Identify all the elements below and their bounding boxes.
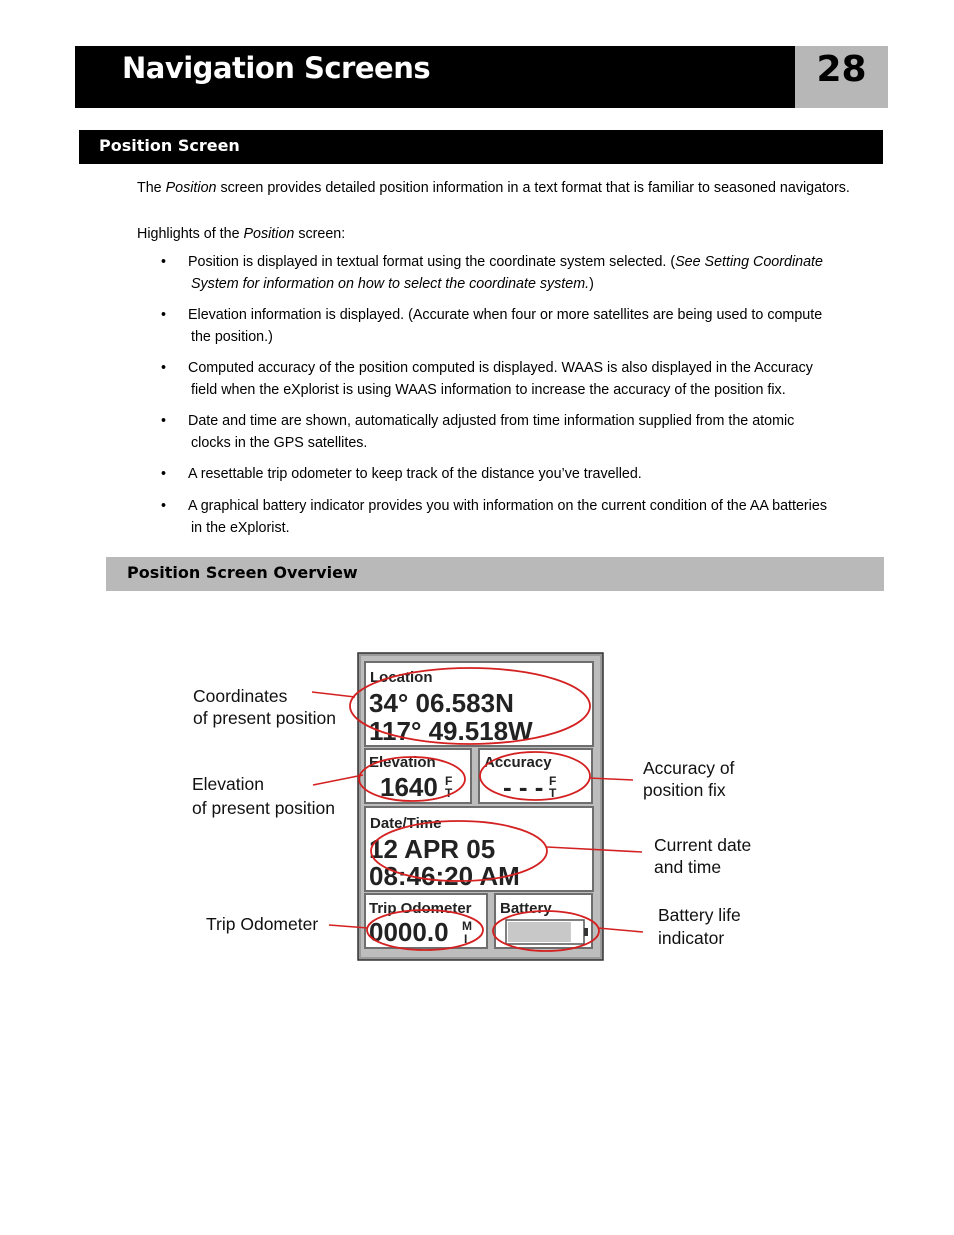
callout-text: position fix [643, 780, 726, 800]
accuracy-label: Accuracy [484, 754, 552, 771]
callout-text: and time [654, 857, 722, 877]
bullet-text: Date and time are shown, automatically adjusted from time information supplied from the atomic [188, 413, 795, 429]
callout-datetime [654, 834, 751, 878]
location-label: Location [370, 669, 433, 686]
callout-text: Accuracy of [643, 758, 735, 778]
datetime-label: Date/Time [370, 815, 442, 832]
elevation-value: 1640 [380, 772, 438, 802]
chapter-title: Navigation Screens [122, 51, 431, 85]
callout-text: Battery life [658, 905, 741, 925]
elevation-unit-top: F [445, 774, 453, 788]
callout-text: Elevation [192, 774, 264, 794]
bullet-symbol: • [161, 413, 167, 429]
section-title: Position Screen [99, 136, 240, 155]
bullet-text: Elevation information is displayed. (Accurate when four or more satellites are being used to compute [188, 307, 823, 323]
callout-text: Trip Odometer [206, 914, 319, 934]
latitude-value: 34° 06.583N [369, 688, 514, 718]
highlights-text-rest: screen: [294, 226, 346, 242]
bullet-text: in the eXplorist. [191, 520, 290, 536]
trip-unit-top: M [462, 919, 472, 933]
accuracy-value: - - - [503, 772, 544, 802]
bullet-text: Computed accuracy of the position computed is displayed. WAAS is also displayed in the Accuracy [188, 360, 813, 376]
bullet-text: A resettable trip odometer to keep track of the distance you’ve travelled. [188, 466, 642, 482]
time-value: 08:46:20 AM [369, 861, 520, 891]
bullet-symbol: • [161, 498, 167, 514]
battery-fill [508, 922, 571, 942]
battery-leader-line [598, 928, 643, 932]
callout-text: indicator [658, 928, 725, 948]
callout-text: Current date [654, 835, 752, 855]
trip-unit-bottom: I [464, 932, 468, 946]
bullet-symbol: • [161, 307, 167, 323]
callout-text: of present position [192, 798, 336, 818]
bullet-text: ) [589, 276, 594, 292]
subsection-title: Position Screen Overview [127, 563, 358, 582]
accuracy-unit-top: F [549, 774, 557, 788]
battery-terminal [584, 928, 588, 936]
bullet-text: A graphical battery indicator provides you with information on the current condition of the AA batteries [188, 498, 827, 514]
battery-label: Battery [500, 900, 552, 917]
highlights-text: Highlights of the [137, 226, 244, 242]
callout-battery [658, 904, 741, 949]
bullet-symbol: • [161, 254, 167, 270]
elevation-label: Elevation [369, 754, 436, 771]
intro-text: The [137, 180, 166, 196]
callout-text: Coordinates [193, 686, 288, 706]
bullet-emphasis: System for information on how to select the coordinate system. [191, 276, 590, 292]
longitude-value: 117° 49.518W [369, 716, 533, 746]
intro-emphasis: Position [165, 180, 217, 196]
bullet-symbol: • [161, 360, 167, 376]
bullet-text: field when the eXplorist is using WAAS information to increase the accuracy of the position fix. [191, 382, 786, 398]
bullet-text: the position.) [191, 329, 273, 345]
bullet-text: clocks in the GPS satellites. [191, 435, 368, 451]
elevation-unit-bottom: T [445, 786, 453, 800]
date-value: 12 APR 05 [369, 834, 496, 864]
callout-trip-odometer [206, 913, 318, 935]
bullet-symbol: • [161, 466, 167, 482]
callout-text: of present position [193, 708, 337, 728]
intro-text-rest: screen provides detailed position information in a text format that is familiar to seasoned navigators. [216, 180, 850, 196]
callout-accuracy [643, 757, 734, 801]
bullet-text: Position is displayed in textual format using the coordinate system selected. ( [188, 254, 676, 270]
trip-odometer-value: 0000.0 [369, 917, 449, 947]
accuracy-unit-bottom: T [549, 786, 557, 800]
highlights-emphasis: Position [243, 226, 295, 242]
bullet-emphasis: See Setting Coordinate [675, 254, 823, 270]
callout-elevation [192, 773, 335, 819]
page-number: 28 [816, 49, 867, 90]
trip-odometer-label: Trip Odometer [369, 900, 472, 917]
callout-coordinates [193, 685, 336, 729]
